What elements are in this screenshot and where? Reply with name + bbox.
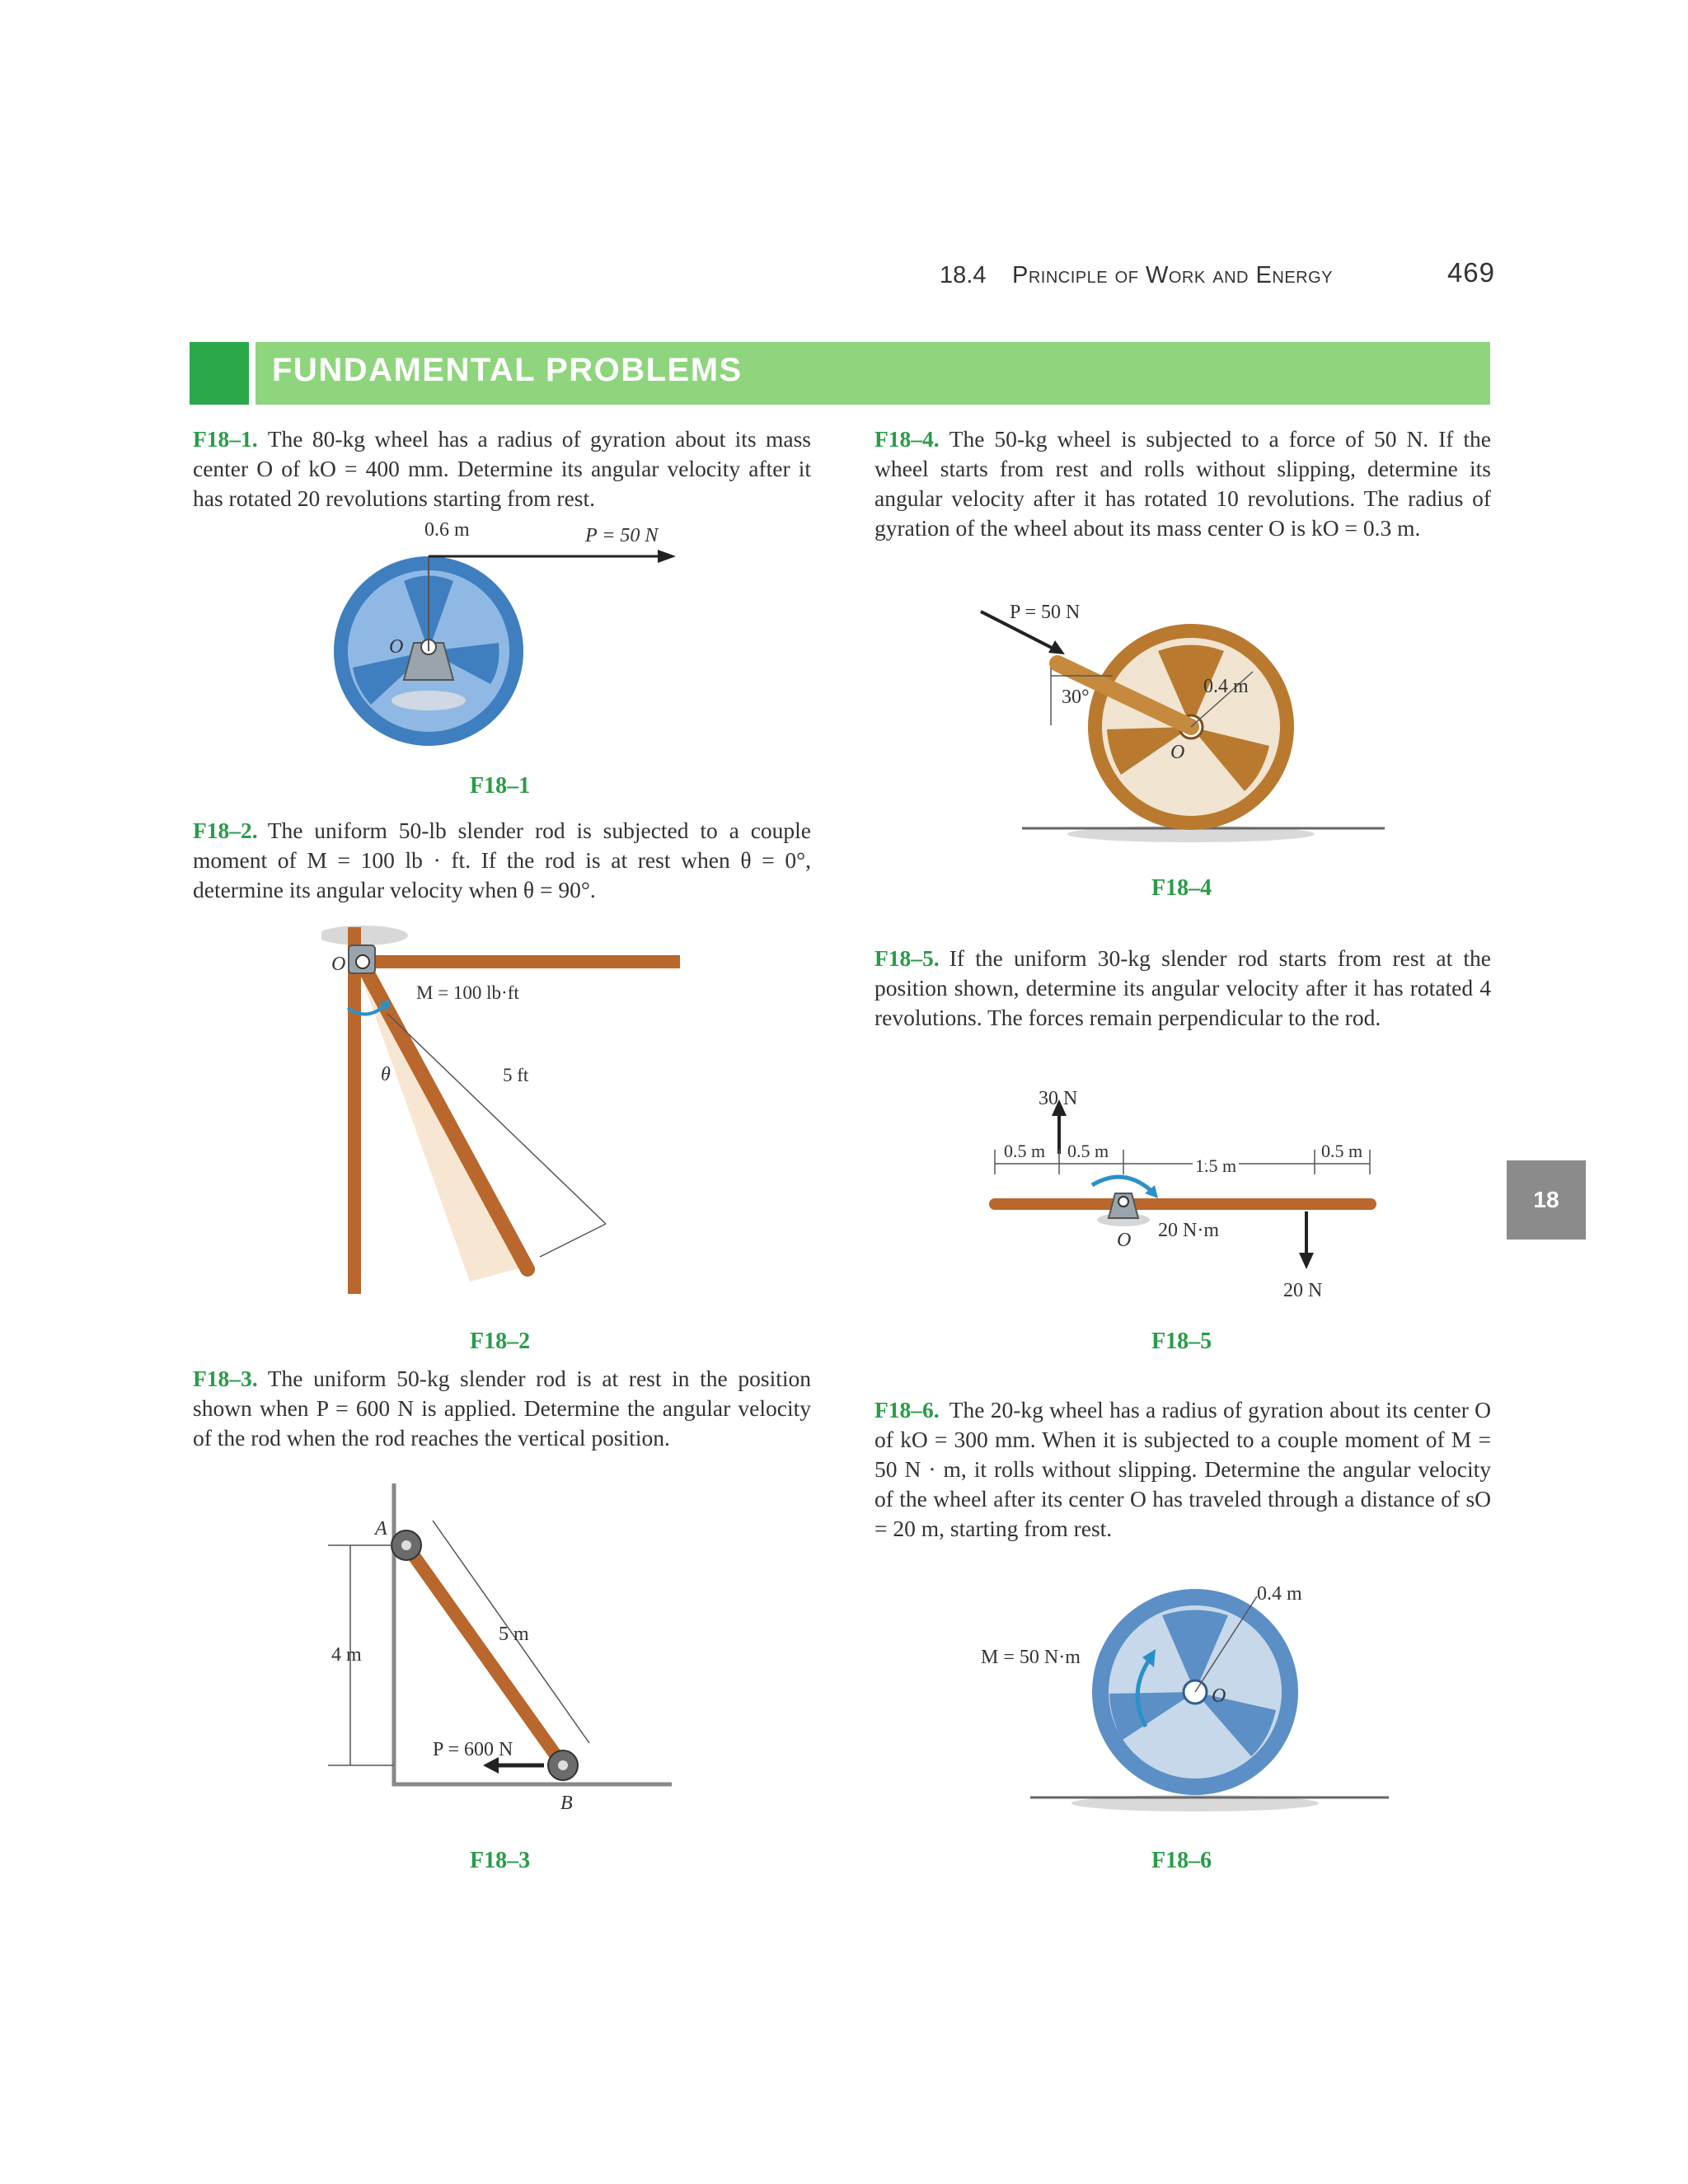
ceiling-support [321, 926, 408, 945]
figure-caption: F18–6 [1151, 1848, 1212, 1873]
force-label: P = 600 N [433, 1739, 513, 1760]
angle-label: θ [381, 1064, 391, 1085]
figure-caption: F18–5 [1151, 1329, 1212, 1354]
height-label: 4 m [331, 1644, 362, 1666]
problem-f18-6 [874, 1395, 1491, 1544]
center-label: O [1212, 1685, 1226, 1707]
problem-number: F18–3. [193, 1366, 258, 1391]
dimension-label: 1.5 m [1195, 1155, 1237, 1176]
moment-label: 20 N·m [1158, 1220, 1219, 1241]
problem-text: The 80-kg wheel has a radius of gyration about its mass center O of kO = 400 mm. Determine its angular velocity after it has rotated 20 revolutions starting from rest. [193, 426, 811, 511]
center-label: O [1170, 742, 1185, 763]
banner-accent [190, 342, 249, 405]
dimension-label: 0.5 m [1004, 1141, 1046, 1161]
moment-arrow [1092, 1177, 1151, 1191]
length-label: 5 m [499, 1624, 529, 1645]
chapter-tab: 18 [1507, 1160, 1586, 1240]
section-banner [190, 342, 1490, 405]
running-head [940, 257, 1502, 298]
force-label: P = 50 N [585, 525, 659, 546]
moment-label: M = 50 N·m [981, 1647, 1081, 1668]
force-down-label: 20 N [1283, 1280, 1323, 1301]
point-label: O [331, 954, 346, 975]
center-label: O [389, 636, 404, 658]
figure-caption: F18–3 [470, 1848, 531, 1873]
dimension-label: 0.5 m [1067, 1141, 1109, 1161]
pivot-label: O [1117, 1230, 1132, 1251]
figure-f18-6 [973, 1578, 1401, 1825]
force-up-label: 30 N [1039, 1088, 1078, 1109]
slender-rod [406, 1545, 563, 1765]
problem-number: F18–2. [193, 818, 258, 843]
figure-caption: F18–1 [470, 773, 531, 799]
problem-text: The uniform 50-lb slender rod is subjected to a couple moment of M = 100 lb · ft. If the rod is at rest when θ = 0°, determine its angular velocity when θ = 90°. [193, 818, 811, 902]
problem-number: F18–6. [874, 1397, 940, 1422]
problem-number: F18–4. [874, 426, 940, 452]
point-b-label: B [560, 1793, 573, 1814]
problem-f18-3 [193, 1364, 811, 1453]
figure-f18-2 [321, 919, 692, 1306]
problem-f18-4 [874, 424, 1491, 543]
problem-f18-5 [874, 944, 1491, 1033]
page-number: 469 [1447, 257, 1495, 288]
section-number: 18.4 [940, 262, 987, 288]
problem-text: The uniform 50-kg slender rod is at rest in the position shown when P = 600 N is applied. Determine the angular velocity of the rod when the rod reaches the vertical position. [193, 1366, 811, 1451]
problem-number: F18–1. [193, 426, 258, 452]
radius-label: 0.4 m [1257, 1583, 1302, 1605]
figure-caption: F18–2 [470, 1329, 531, 1354]
problem-text: The 50-kg wheel is subjected to a force of 50 N. If the wheel starts from rest and rolls without slipping, determine its angular velocity after it has rotated 10 revolutions. The radius of gyration of the wheel about its mass center O is kO = 0.3 m. [874, 426, 1491, 541]
figure-f18-5 [977, 1088, 1389, 1306]
figure-f18-1 [313, 511, 692, 758]
slender-rod [989, 1198, 1376, 1210]
problem-f18-2 [193, 816, 811, 905]
banner-title: FUNDAMENTAL PROBLEMS [272, 352, 743, 388]
problem-text: The 20-kg wheel has a radius of gyration about its center O of kO = 300 mm. When it is subjected to a couple moment of M = 50 N · m, it rolls without slipping. Determine the angular velocity of the wheel after its center O has traveled through a distance of sO = 20 m, starting from rest. [874, 1397, 1491, 1541]
dimension-label: 0.5 m [1321, 1141, 1363, 1161]
moment-label: M = 100 lb·ft [416, 982, 519, 1003]
length-label: 5 ft [503, 1065, 529, 1085]
figure-caption: F18–4 [1151, 875, 1212, 901]
angle-label: 30° [1062, 687, 1090, 708]
figure-f18-3 [321, 1483, 684, 1830]
section-title: Principle of Work and Energy [1012, 262, 1333, 288]
radius-label: 0.4 m [1203, 676, 1249, 697]
force-label: P = 50 N [1010, 602, 1081, 623]
point-a-label: A [375, 1518, 387, 1540]
radius-label: 0.6 m [424, 519, 470, 541]
problem-text: If the uniform 30-kg slender rod starts from rest at the position shown, determine its angular velocity after it has rotated 4 revolutions. The forces remain perpendicular to the rod. [874, 945, 1491, 1030]
problem-f18-1 [193, 424, 811, 513]
problem-number: F18–5. [874, 945, 940, 971]
figure-f18-4 [973, 593, 1401, 857]
